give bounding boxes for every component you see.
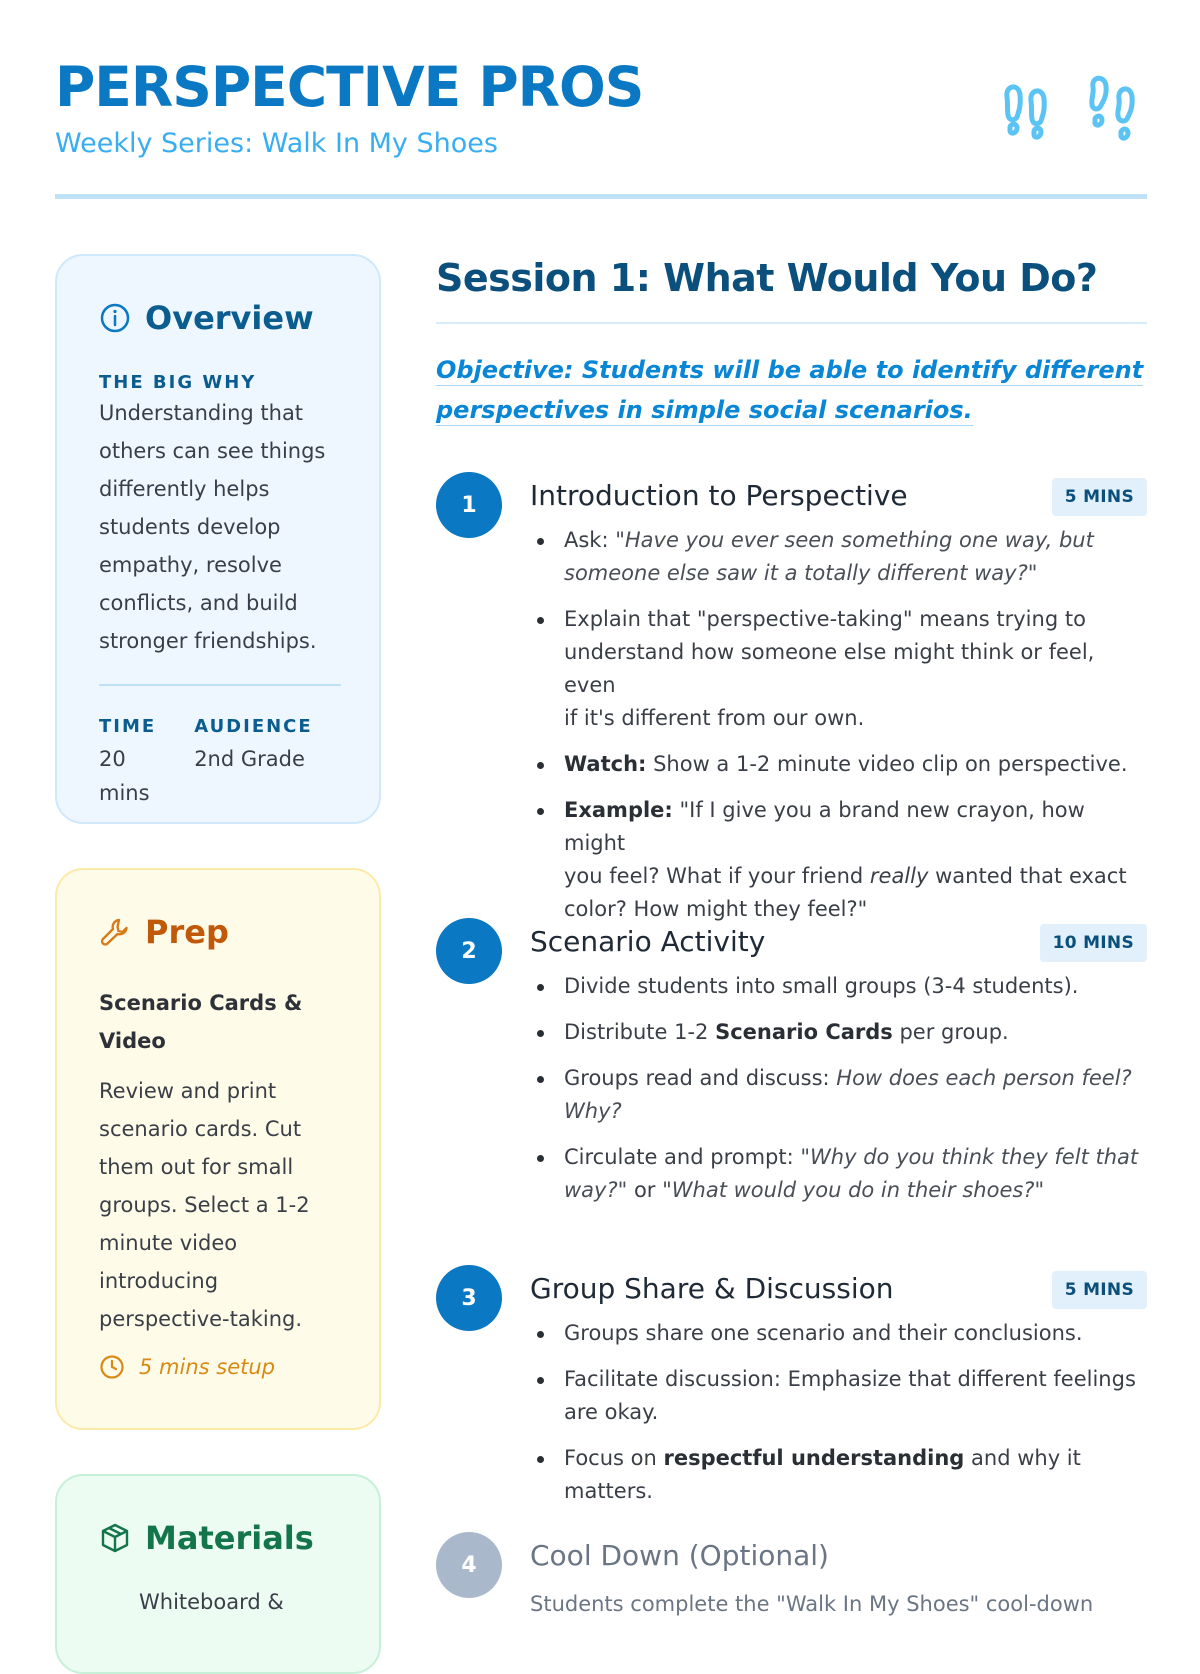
- materials-card: [55, 1474, 381, 1674]
- step-number: 4: [436, 1532, 502, 1598]
- bullet-text: per group.: [892, 1020, 1009, 1044]
- bullet-quote: Why?: [564, 1099, 622, 1123]
- bullet-text: are okay.: [564, 1400, 659, 1424]
- bullet-emphasis: really: [869, 864, 929, 888]
- series-subtitle: Weekly Series: Walk In My Shoes: [55, 128, 498, 159]
- big-why-line: empathy, resolve: [99, 553, 282, 577]
- list-item: [530, 1363, 1147, 1429]
- overview-heading: [99, 296, 337, 340]
- step-bullets: [530, 1317, 1147, 1521]
- list-item: [530, 603, 1147, 735]
- step-number: 1: [436, 472, 502, 538]
- bullet-text: Facilitate discussion: Emphasize that different feelings: [564, 1367, 1136, 1391]
- bullet-text: or: [627, 1178, 663, 1202]
- package-icon: [99, 1522, 131, 1554]
- bullet-text: if it's different from our own.: [564, 706, 865, 730]
- bullet-quote: "What would you do in their shoes?": [662, 1178, 1045, 1202]
- bullet-label: Scenario Cards: [715, 1020, 893, 1044]
- big-why-line: conflicts, and build: [99, 591, 298, 615]
- overview-card: [55, 254, 381, 824]
- prep-card: [55, 868, 381, 1430]
- session-title: Session 1: What Would You Do?: [436, 256, 1098, 300]
- bullet-quote: How does each person feel?: [836, 1066, 1132, 1090]
- footprints-icon: [999, 77, 1141, 147]
- overview-title: Overview: [145, 299, 314, 337]
- list-item: [530, 1016, 1147, 1049]
- bullet-text: color? How might they feel?": [564, 897, 868, 921]
- bullet-text: Focus on: [564, 1446, 664, 1470]
- time-value: 20 mins: [99, 747, 150, 805]
- big-why-line: students develop: [99, 515, 281, 539]
- audience-meta: [194, 716, 313, 810]
- brand-title: PERSPECTIVE PROS: [55, 55, 644, 119]
- big-why-line: others can see things: [99, 439, 326, 463]
- materials-title: Materials: [145, 1519, 314, 1557]
- bullet-text: "If I give you a brand new crayon, how might: [564, 798, 1085, 855]
- materials-item-text: Whiteboard &: [139, 1590, 284, 1614]
- bullet-text: Circulate and prompt:: [564, 1145, 801, 1169]
- prep-subtitle-line: Scenario Cards &: [99, 991, 303, 1015]
- bullet-quote: someone else saw it a totally different way?": [564, 561, 1038, 585]
- step-header: [530, 1271, 1147, 1311]
- bullet-quote: "Why do you think they felt that: [800, 1145, 1139, 1169]
- prep-title: Prep: [145, 913, 229, 951]
- big-why-text: [99, 394, 337, 660]
- materials-heading: [99, 1516, 337, 1560]
- bullet-text: and why it matters.: [564, 1446, 1081, 1503]
- objective: [436, 350, 1147, 430]
- materials-item: [99, 1590, 337, 1614]
- audience-label: AUDIENCE: [194, 716, 313, 737]
- bullet-text: you feel? What if your friend: [564, 864, 870, 888]
- time-meta: [99, 716, 156, 810]
- list-item: [530, 1442, 1147, 1508]
- list-item: [530, 1062, 1147, 1128]
- header-divider: [55, 194, 1147, 199]
- prep-subtitle-line: Video: [99, 1029, 166, 1053]
- prep-setup-text: 5 mins setup: [139, 1355, 275, 1379]
- overview-divider: [99, 684, 341, 686]
- big-why-line: differently helps: [99, 477, 270, 501]
- duration-badge: 5 MINS: [1052, 1271, 1147, 1309]
- bullet-text: Groups read and discuss:: [564, 1066, 837, 1090]
- big-why-line: Understanding that: [99, 401, 304, 425]
- bullet-quote: "Have you ever seen something one way, but: [615, 528, 1094, 552]
- step-title: Introduction to Perspective: [530, 479, 908, 512]
- big-why-label: THE BIG WHY: [99, 372, 257, 393]
- step-header: [530, 478, 1147, 518]
- bullet-text: Groups share one scenario and their conclusions.: [564, 1321, 1083, 1345]
- list-item: [530, 1141, 1147, 1207]
- prep-setup-time: [99, 1354, 337, 1380]
- list-item: [530, 970, 1147, 1003]
- duration-badge: 10 MINS: [1040, 924, 1147, 962]
- step-number: 3: [436, 1265, 502, 1331]
- list-item: [530, 1317, 1147, 1350]
- step-title: Cool Down (Optional): [530, 1539, 829, 1572]
- prep-line: groups. Select a 1-2: [99, 1193, 310, 1217]
- step-title: Scenario Activity: [530, 925, 766, 958]
- prep-line: introducing: [99, 1269, 219, 1293]
- bullet-label: Example:: [564, 798, 673, 822]
- prep-line: them out for small: [99, 1155, 294, 1179]
- session-divider: [436, 322, 1147, 324]
- info-icon: [99, 302, 131, 334]
- list-item: [530, 524, 1147, 590]
- audience-value: 2nd Grade: [194, 747, 305, 771]
- bullet-text: Ask:: [564, 528, 616, 552]
- list-item: [530, 748, 1147, 781]
- bullet-text: understand how someone else might think or feel, even: [564, 640, 1095, 697]
- step-header: [530, 1538, 1147, 1578]
- prep-description: [99, 1072, 337, 1338]
- wrench-icon: [99, 916, 131, 948]
- bullet-text: wanted that exact: [928, 864, 1127, 888]
- bullet-text: Show a 1-2 minute video clip on perspective.: [646, 752, 1128, 776]
- prep-line: perspective-taking.: [99, 1307, 303, 1331]
- page-header: [55, 55, 1147, 205]
- step-number: 2: [436, 918, 502, 984]
- prep-line: Review and print: [99, 1079, 277, 1103]
- objective-line: Objective: Students will be able to identify different: [436, 356, 1144, 384]
- clock-icon: [99, 1354, 125, 1380]
- step-title: Group Share & Discussion: [530, 1272, 894, 1305]
- big-why-line: stronger friendships.: [99, 629, 317, 653]
- prep-subtitle: [99, 984, 337, 1060]
- objective-line: perspectives in simple social scenarios.: [436, 396, 973, 424]
- overview-meta: [99, 716, 337, 810]
- bullet-quote: way?": [564, 1178, 628, 1202]
- duration-badge: 5 MINS: [1052, 478, 1147, 516]
- prep-heading: [99, 910, 337, 954]
- bullet-text: Explain that "perspective-taking" means trying to: [564, 607, 1086, 631]
- prep-line: scenario cards. Cut: [99, 1117, 302, 1141]
- time-label: TIME: [99, 716, 157, 737]
- prep-line: minute video: [99, 1231, 238, 1255]
- step-header: [530, 924, 1147, 964]
- step-text: Students complete the "Walk In My Shoes" cool-down: [530, 1592, 1094, 1616]
- bullet-label: Watch:: [564, 752, 647, 776]
- lesson-main: [436, 254, 1147, 430]
- bullet-text: Distribute 1-2: [564, 1020, 716, 1044]
- bullet-text: Divide students into small groups (3-4 students).: [564, 974, 1079, 998]
- list-item: [530, 794, 1147, 926]
- step-bullets: [530, 970, 1147, 1220]
- step-bullets: [530, 524, 1147, 939]
- bullet-label: respectful understanding: [663, 1446, 965, 1470]
